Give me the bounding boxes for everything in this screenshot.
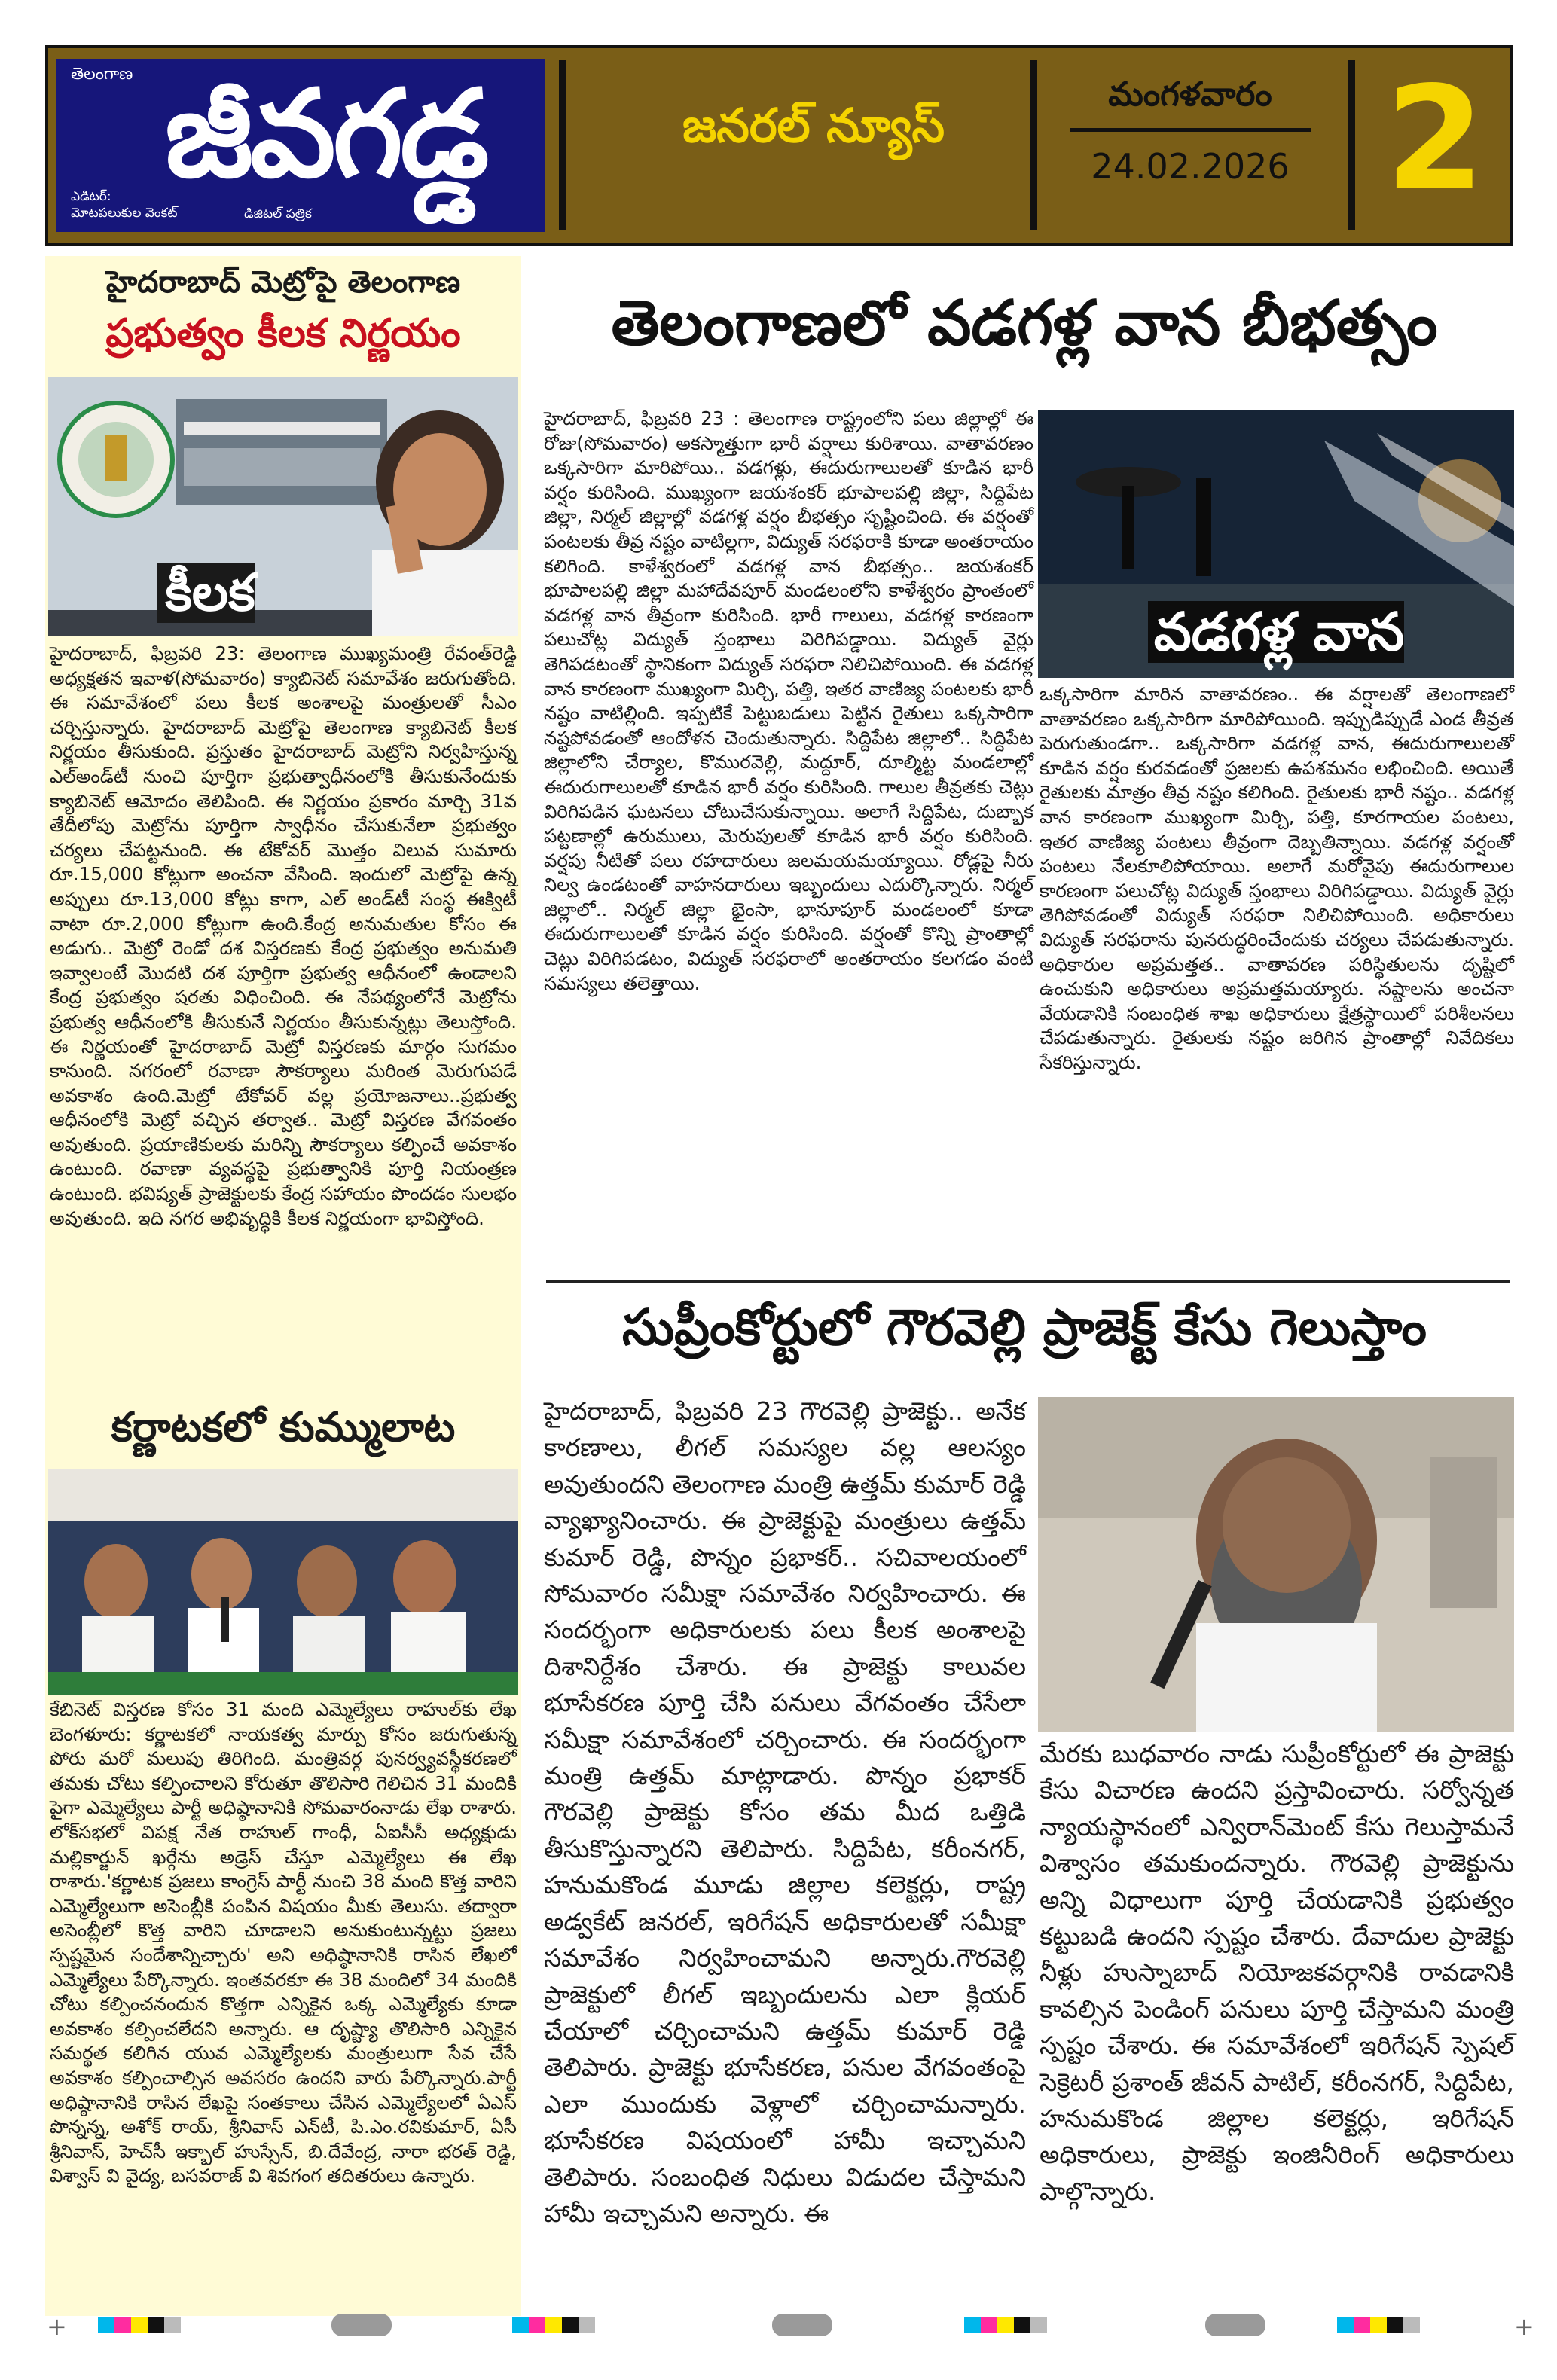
metro-photo bbox=[48, 377, 518, 636]
registration-pill bbox=[331, 2314, 392, 2336]
masthead-divider bbox=[1030, 60, 1037, 230]
minister-photo bbox=[1038, 1397, 1514, 1732]
section-divider bbox=[546, 1280, 1510, 1283]
page-number: 2 bbox=[1385, 56, 1485, 222]
hailstorm-body-right: ఒక్కసారిగా మారిన వాతావరణం.. ఈ వర్షాలతో తెలంగాణలో వాతావరణం ఒక్కసారిగా మారిపోయింది. ఇప్పుడిప్పుడే ఎండ తీవ్రత పెరుగుతుండగా.. ఒక్కసారిగా వడగళ్ల వాన, ఈదురుగాలులతో కూడిన వర్షం కురవడంతో ప్రజలకు ఉపశమనం లభించింది. అయితే రైతులకు మాత్రం తీవ్ర నష్టం కలిగింది. రైతులకు భారీ నష్టం.. వడగళ్ల వాన కారణంగా ముఖ్యంగా మిర్చి, పత్తి, కూరగాయల పంటలు, ఇతర వాణిజ్య పంటలు తీవ్రంగా దెబ్బతిన్నాయి. వడగళ్ల వర్షంతో పంటలు నేలకూలిపోయాయి. అలాగే మరోవైపు ఈదురుగాలుల కారణంగా పలుచోట్ల విద్యుత్ స్తంభాలు విరిగిపడ్డాయి. విద్యుత్ వైర్లు తెగిపోవడంతో విద్యుత్ సరఫరా నిలిచిపోయింది. అధికారులు విద్యుత్ సరఫరాను పునరుద్ధరించేందుకు చర్యలు చేపడుతున్నారు. అధికారుల అప్రమత్తత.. వాతావరణ పరిస్థితులను దృష్టిలో ఉంచుకుని అధికారులు అప్రమత్తమయ్యారు. నష్టాలను అంచనా వేయడానికి సంబంధిత శాఖ అధికారులు క్షేత్రస్థాయిలో పరిశీలనలు చేపడుతున్నారు. రైతులకు నష్టం జరిగిన ప్రాంతాల్లో నివేదికలు సేకరిస్తున్నారు. bbox=[1040, 683, 1514, 1073]
section-title: జనరల్ న్యూస్ bbox=[682, 98, 945, 153]
metro-body: హైదరాబాద్, ఫిబ్రవరి 23: తెలంగాణ ముఖ్యమంత్రి రేవంత్‌రెడ్డి అధ్యక్షతన ఇవాళ(సోమవారం) క్యాబినెట్ సమావేశం జరుగుతోంది. ఈ సమావేశంలో పలు కీలక అంశాలపై మంత్రులతో సీఎం చర్చిస్తున్నారు. హైదరాబాద్ మెట్రోపై తెలంగాణ క్యాబినెట్ కీలక నిర్ణయం తీసుకుంది. ప్రస్తుతం హైదరాబాద్ మెట్రోని నిర్వహిస్తున్న ఎల్అండ్‌టీ నుంచి పూర్తిగా ప్రభుత్వాధీనంలోకి తీసుకునేందుకు క్యాబినెట్ ఆమోదం తెలిపింది. ఈ నిర్ణయం ప్రకారం మార్చి 31వ తేదీలోపు మెట్రోను పూర్తిగా స్వాధీనం చేసుకునేలా ప్రభుత్వం చర్యలు చేపట్టనుంది. ఈ టేకోవర్ మొత్తం విలువ సుమారు రూ.15,000 కోట్లుగా అంచనా వేసింది. ఇందులో మెట్రోపై ఉన్న అప్పులు రూ.13,000 కోట్లు కాగా, ఎల్ అండ్‌టీ సంస్థ ఈక్విటీ వాటా రూ.2,000 కోట్లుగా ఉంది.కేంద్ర అనుమతుల కోసం ఈ అడుగు.. మెట్రో రెండో దశ విస్తరణకు కేంద్ర ప్రభుత్వం అనుమతి ఇవ్వాలంటే మొదటి దశ పూర్తిగా ప్రభుత్వ ఆధీనంలో ఉండాలని కేంద్ర ప్రభుత్వం షరతు విధించింది. ఈ నేపథ్యంలోనే మెట్రోను ప్రభుత్వ ఆధీనంలోకి తీసుకునే నిర్ణయం తీసుకున్నట్లు తెలుస్తోంది. ఈ నిర్ణయంతో హైదరాబాద్ మెట్రో విస్తరణకు మార్గం సుగమం కానుంది. నగరంలో రవాణా సౌకర్యాలు మరింత మెరుగుపడే అవకాశం ఉంది.మెట్రో టేకోవర్ వల్ల ప్రయోజనాలు..ప్రభుత్వ ఆధీనంలోకి మెట్రో వచ్చిన తర్వాత.. మెట్రో విస్తరణ వేగవంతం అవుతుంది. ప్రయాణికులకు మరిన్ని సౌకర్యాలు కల్పించే అవకాశం ఉంటుంది. రవాణా వ్యవస్థపై ప్రభుత్వానికి పూర్తి నియంత్రణ ఉంటుంది. భవిష్యత్ ప్రాజెక్టులకు కేంద్ర సహాయం పొందడం సులభం అవుతుంది. ఇది నగర అభివృద్ధికి కీలక నిర్ణయంగా భావిస్తోంది. bbox=[50, 642, 517, 1229]
metro-overlay-text: కీలక bbox=[104, 563, 309, 636]
issue-date: 24.02.2026 bbox=[1091, 146, 1290, 187]
logo-paper-name: జీవగడ్డ bbox=[165, 63, 487, 204]
color-bar bbox=[98, 2317, 181, 2333]
digital-edition-label: డిజిటల్ పత్రిక bbox=[244, 206, 312, 221]
registration-pill bbox=[1205, 2314, 1265, 2336]
karnataka-body: కేబినెట్ విస్తరణ కోసం 31 మంది ఎమ్మెల్యేలు రాహుల్‌కు లేఖ బెంగళూరు: కర్ణాటకలో నాయకత్వ మార్పు కోసం జరుగుతున్న పోరు మరో మలుపు తిరిగింది. మంత్రివర్గ పునర్వ్యవస్థీకరణలో తమకు చోటు కల్పించాలని కోరుతూ తొలిసారి గెలిచిన 31 మందికి పైగా ఎమ్మెల్యేలు పార్టీ అధిష్ఠానానికి సోమవారంనాడు లేఖ రాశారు. లోక్‌సభలో విపక్ష నేత రాహుల్ గాంధీ, ఏఐసీసీ అధ్యక్షుడు మల్లికార్జున్ ఖర్గేను అడ్రెస్ చేస్తూ ఎమ్మెల్యేలు ఈ లేఖ రాశారు.'కర్ణాటక ప్రజలు కాంగ్రెస్ పార్టీ నుంచి 38 మంది కొత్త వారిని ఎమ్మెల్యేలుగా అసెంబ్లీకి పంపిన విషయం మీకు తెలుసు. తద్వారా అసెంబ్లీలో కొత్త వారిని చూడాలని అనుకుంటున్నట్టు ప్రజలు స్పష్టమైన సందేశాన్నిచ్చారు' అని అధిష్ఠానానికి రాసిన లేఖలో ఎమ్మెల్యేలు పేర్కొన్నారు. ఇంతవరకూ ఈ 38 మందిలో 34 మందికి చోటు కల్పించనందున కొత్తగా ఎన్నికైన ఒక్క ఎమ్మెల్యేకు కూడా అవకాశం కల్పించలేదని అన్నారు. ఆ దృష్ట్యా తొలిసారి ఎన్నికైన సమర్థత కలిగిన యువ ఎమ్మెల్యేలకు మంత్రులుగా సేవ చేసే అవకాశం కల్పించాల్సిన అవసరం ఉందని వారు పేర్కొన్నారు.పార్టీ అధిష్ఠానానికి రాసిన లేఖపై సంతకాలు చేసిన ఎమ్మెల్యేలలో ఏఎస్ పొన్నన్న, అశోక్ రాయ్, శ్రీనివాస్ ఎన్‌టీ, పి.ఎం.రవికుమార్, ఏసీ శ్రీనివాస్, హెచ్‌సీ ఇక్బాల్ హుస్సేన్, బి.దేవేంద్ర, నారా భరత్ రెడ్డి, విశ్వాస్ వి వైద్య, బసవరాజ్ వి శివగంగ తదితరులు ఉన్నారు. bbox=[50, 1698, 517, 2187]
hailstorm-photo bbox=[1038, 410, 1514, 678]
color-bar bbox=[964, 2317, 1047, 2333]
metro-image-overlay bbox=[48, 557, 365, 630]
editor-name: మోటపలుకుల వెంకట్ bbox=[71, 206, 178, 221]
gouravelli-body-right: మేరకు బుధవారం నాడు సుప్రీంకోర్టులో ఈ ప్రాజెక్టు కేసు విచారణ ఉందని ప్రస్తావించారు. సర్వోన్నత న్యాయస్థానంలో ఎన్విరాన్‌మెంట్ కేసు గెలుస్తామనే విశ్వాసం తమకుందన్నారు. గౌరవెల్లి ప్రాజెక్టును అన్ని విధాలుగా పూర్తి చేయడానికి ప్రభుత్వం కట్టుబడి ఉందని స్పష్టం చేశారు. దేవాదుల ప్రాజెక్టు నీళ్లు హుస్నాబాద్ నియోజకవర్గానికి రావడానికి కావల్సిన పెండింగ్ పనులు పూర్తి చేస్తామని మంత్రి స్పష్టం చేశారు. ఈ సమావేశంలో ఇరిగేషన్ స్పెషల్ సెక్రెటరీ ప్రశాంత్ జీవన్ పాటిల్, కరీంనగర్, సిద్దిపేట, హనుమకొండ జిల్లాల కలెక్టర్లు, ఇరిగేషన్ అధికారులు, ప్రాజెక్టు ఇంజినీరింగ్ అధికారులు పాల్గొన్నారు. bbox=[1040, 1739, 1514, 2206]
crosshair-icon: + bbox=[47, 2312, 67, 2341]
masthead-divider bbox=[559, 60, 566, 230]
gouravelli-headline: సుప్రీంకోర్టులో గౌరవెల్లి ప్రాజెక్ట్ కేసు గెలుస్తాం bbox=[621, 1298, 1427, 1356]
color-bar bbox=[1337, 2317, 1420, 2333]
registration-pill bbox=[772, 2314, 832, 2336]
weekday-underline bbox=[1070, 128, 1311, 132]
editor-label: ఎడిటర్: bbox=[71, 189, 111, 204]
masthead-divider bbox=[1348, 60, 1355, 230]
weekday: మంగళవారం bbox=[1108, 75, 1272, 114]
logo-state-label: తెలంగాణ bbox=[71, 65, 133, 84]
hailstorm-overlay-text: వడగళ్ల వాన bbox=[1148, 601, 1404, 678]
hailstorm-headline: తెలంగాణలో వడగళ్ల వాన బీభత్సం bbox=[611, 288, 1438, 359]
gouravelli-body-left: హైదరాబాద్, ఫిబ్రవరి 23 గౌరవెల్లి ప్రాజెక్టు.. అనేక కారణాలు, లీగల్ సమస్యల వల్ల ఆలస్యం అవుతుందని తెలంగాణ మంత్రి ఉత్తమ్ కుమార్ రెడ్డి వ్యాఖ్యానించారు. ఈ ప్రాజెక్టుపై మంత్రులు ఉత్తమ్ కుమార్ రెడ్డి, పొన్నం ప్రభాకర్.. సచివాలయంలో సోమవారం సమీక్షా సమావేశం నిర్వహించారు. ఈ సందర్భంగా అధికారులకు పలు కీలక అంశాలపై దిశానిర్దేశం చేశారు. ఈ ప్రాజెక్టు కాలువల భూసేకరణ పూర్తి చేసి పనులు వేగవంతం చేసేలా సమీక్షా సమావేశంలో చర్చించారు. ఈ సందర్భంగా మంత్రి ఉత్తమ్ మాట్లాడారు. పొన్నం ప్రభాకర్ గౌరవెల్లి ప్రాజెక్టు కోసం తమ మీద ఒత్తిడి తీసుకొస్తున్నారని తెలిపారు. సిద్దిపేట, కరీంనగర్, హనుమకొండ మూడు జిల్లాల కలెక్టర్లు, రాష్ట్ర అడ్వకేట్ జనరల్, ఇరిగేషన్ అధికారులతో సమీక్షా సమావేశం నిర్వహించామని అన్నారు.గౌరవెల్లి ప్రాజెక్టులో లీగల్ ఇబ్బందులను ఎలా క్లియర్ చేయాలో చర్చించామని ఉత్తమ్ కుమార్ రెడ్డి తెలిపారు. ప్రాజెక్టు భూసేకరణ, పనుల వేగవంతంపై ఎలా ముందుకు వెళ్లాలో చర్చించామన్నారు. భూసేకరణ విషయంలో హామీ ఇచ్చామని తెలిపారు. సంబంధిత నిధులు విడుదల చేస్తామని హామీ ఇచ్చామని అన్నారు. ఈ bbox=[544, 1396, 1026, 2228]
karnataka-headline: కర్ణాటకలో కుమ్ములాట bbox=[111, 1403, 456, 1451]
crosshair-icon: + bbox=[1514, 2312, 1534, 2341]
minister-photo-art bbox=[1038, 1397, 1514, 1732]
metro-headline: ప్రభుత్వం కీలక నిర్ణయం bbox=[105, 311, 461, 356]
hailstorm-body-left: హైదరాబాద్, ఫిబ్రవరి 23 : తెలంగాణ రాష్ట్రంలోని పలు జిల్లాల్లో ఈ రోజు(సోమవారం) అకస్మాత్తుగా భారీ వర్షాలు కురిశాయి. వాతావరణం ఒక్కసారిగా మారిపోయి.. వడగళ్లు, ఈదురుగాలులతో కూడిన భారీ వర్షం కురిసింది. ముఖ్యంగా జయశంకర్ భూపాలపల్లి జిల్లా, సిద్దిపేట జిల్లా, నిర్మల్ జిల్లాల్లో వడగళ్ల వర్షం బీభత్సం సృష్టించింది. ఈ వర్షంతో పంటలకు తీవ్ర నష్టం వాటిల్లగా, విద్యుత్ సరఫరాకి కూడా అంతరాయం కలిగింది. కాళేశ్వరంలో వడగళ్ల వాన బీభత్సం.. జయశంకర్ భూపాలపల్లి జిల్లా మహాదేవపూర్ మండలంలోని కాళేశ్వరం ప్రాంతంలో వడగళ్ల వాన తీవ్రంగా కురిసింది. భారీ గాలులు, వడగళ్ల కారణంగా పలుచోట్ల విద్యుత్ స్తంభాలు విరిగిపడ్డాయి. విద్యుత్ వైర్లు తెగిపడటంతో స్థానికంగా విద్యుత్ సరఫరా నిలిచిపోయింది. ఈ వడగళ్ల వాన కారణంగా ముఖ్యంగా మిర్చి, పత్తి, ఇతర వాణిజ్య పంటలకు భారీ నష్టం వాటిల్లింది. ఇప్పటికే పెట్టుబడులు పెట్టిన రైతులు ఒక్కసారిగా నష్టపోవడంతో ఆందోళన చెందుతున్నారు. సిద్దిపేట జిల్లాలో.. సిద్దిపేట జిల్లాలోని చేర్యాల, కొమురవెల్లి, మద్దూర్, దూల్మిట్ట మండలాల్లో ఈదురుగాలులతో కూడిన భారీ వర్షం కురిసింది. గాలుల తీవ్రతకు చెట్లు విరిగిపడిన ఘటనలు చోటుచేసుకున్నాయి. అలాగే సిద్దిపేట, దుబ్బాక పట్టణాల్లో ఉరుములు, మెరుపులతో కూడిన భారీ వర్షం కురిసింది. వర్షపు నీటితో పలు రహదారులు జలమయమయ్యాయి. రోడ్లపై నీరు నిల్వ ఉండటంతో వాహనదారులు ఇబ్బందులు ఎదుర్కొన్నారు. నిర్మల్ జిల్లాలో.. నిర్మల్ జిల్లా భైంసా, భానూపూర్ మండలంలో కూడా ఈదురుగాలులతో కూడిన వర్షం కురిసింది. వర్షంతో కొన్ని ప్రాంతాల్లో చెట్లు విరిగిపడటం, విద్యుత్ సరఫరాలో అంతరాయం కలగడం వంటి సమస్యలు తలెత్తాయి. bbox=[544, 407, 1033, 994]
karnataka-photo-art bbox=[48, 1469, 518, 1695]
newspaper-logo bbox=[56, 59, 545, 232]
karnataka-photo bbox=[48, 1469, 518, 1695]
metro-kicker: హైదరాబాద్ మెట్రోపై తెలంగాణ bbox=[105, 265, 461, 300]
hailstorm-image-overlay bbox=[1038, 591, 1514, 673]
editor-info bbox=[71, 188, 178, 221]
color-bar bbox=[512, 2317, 595, 2333]
